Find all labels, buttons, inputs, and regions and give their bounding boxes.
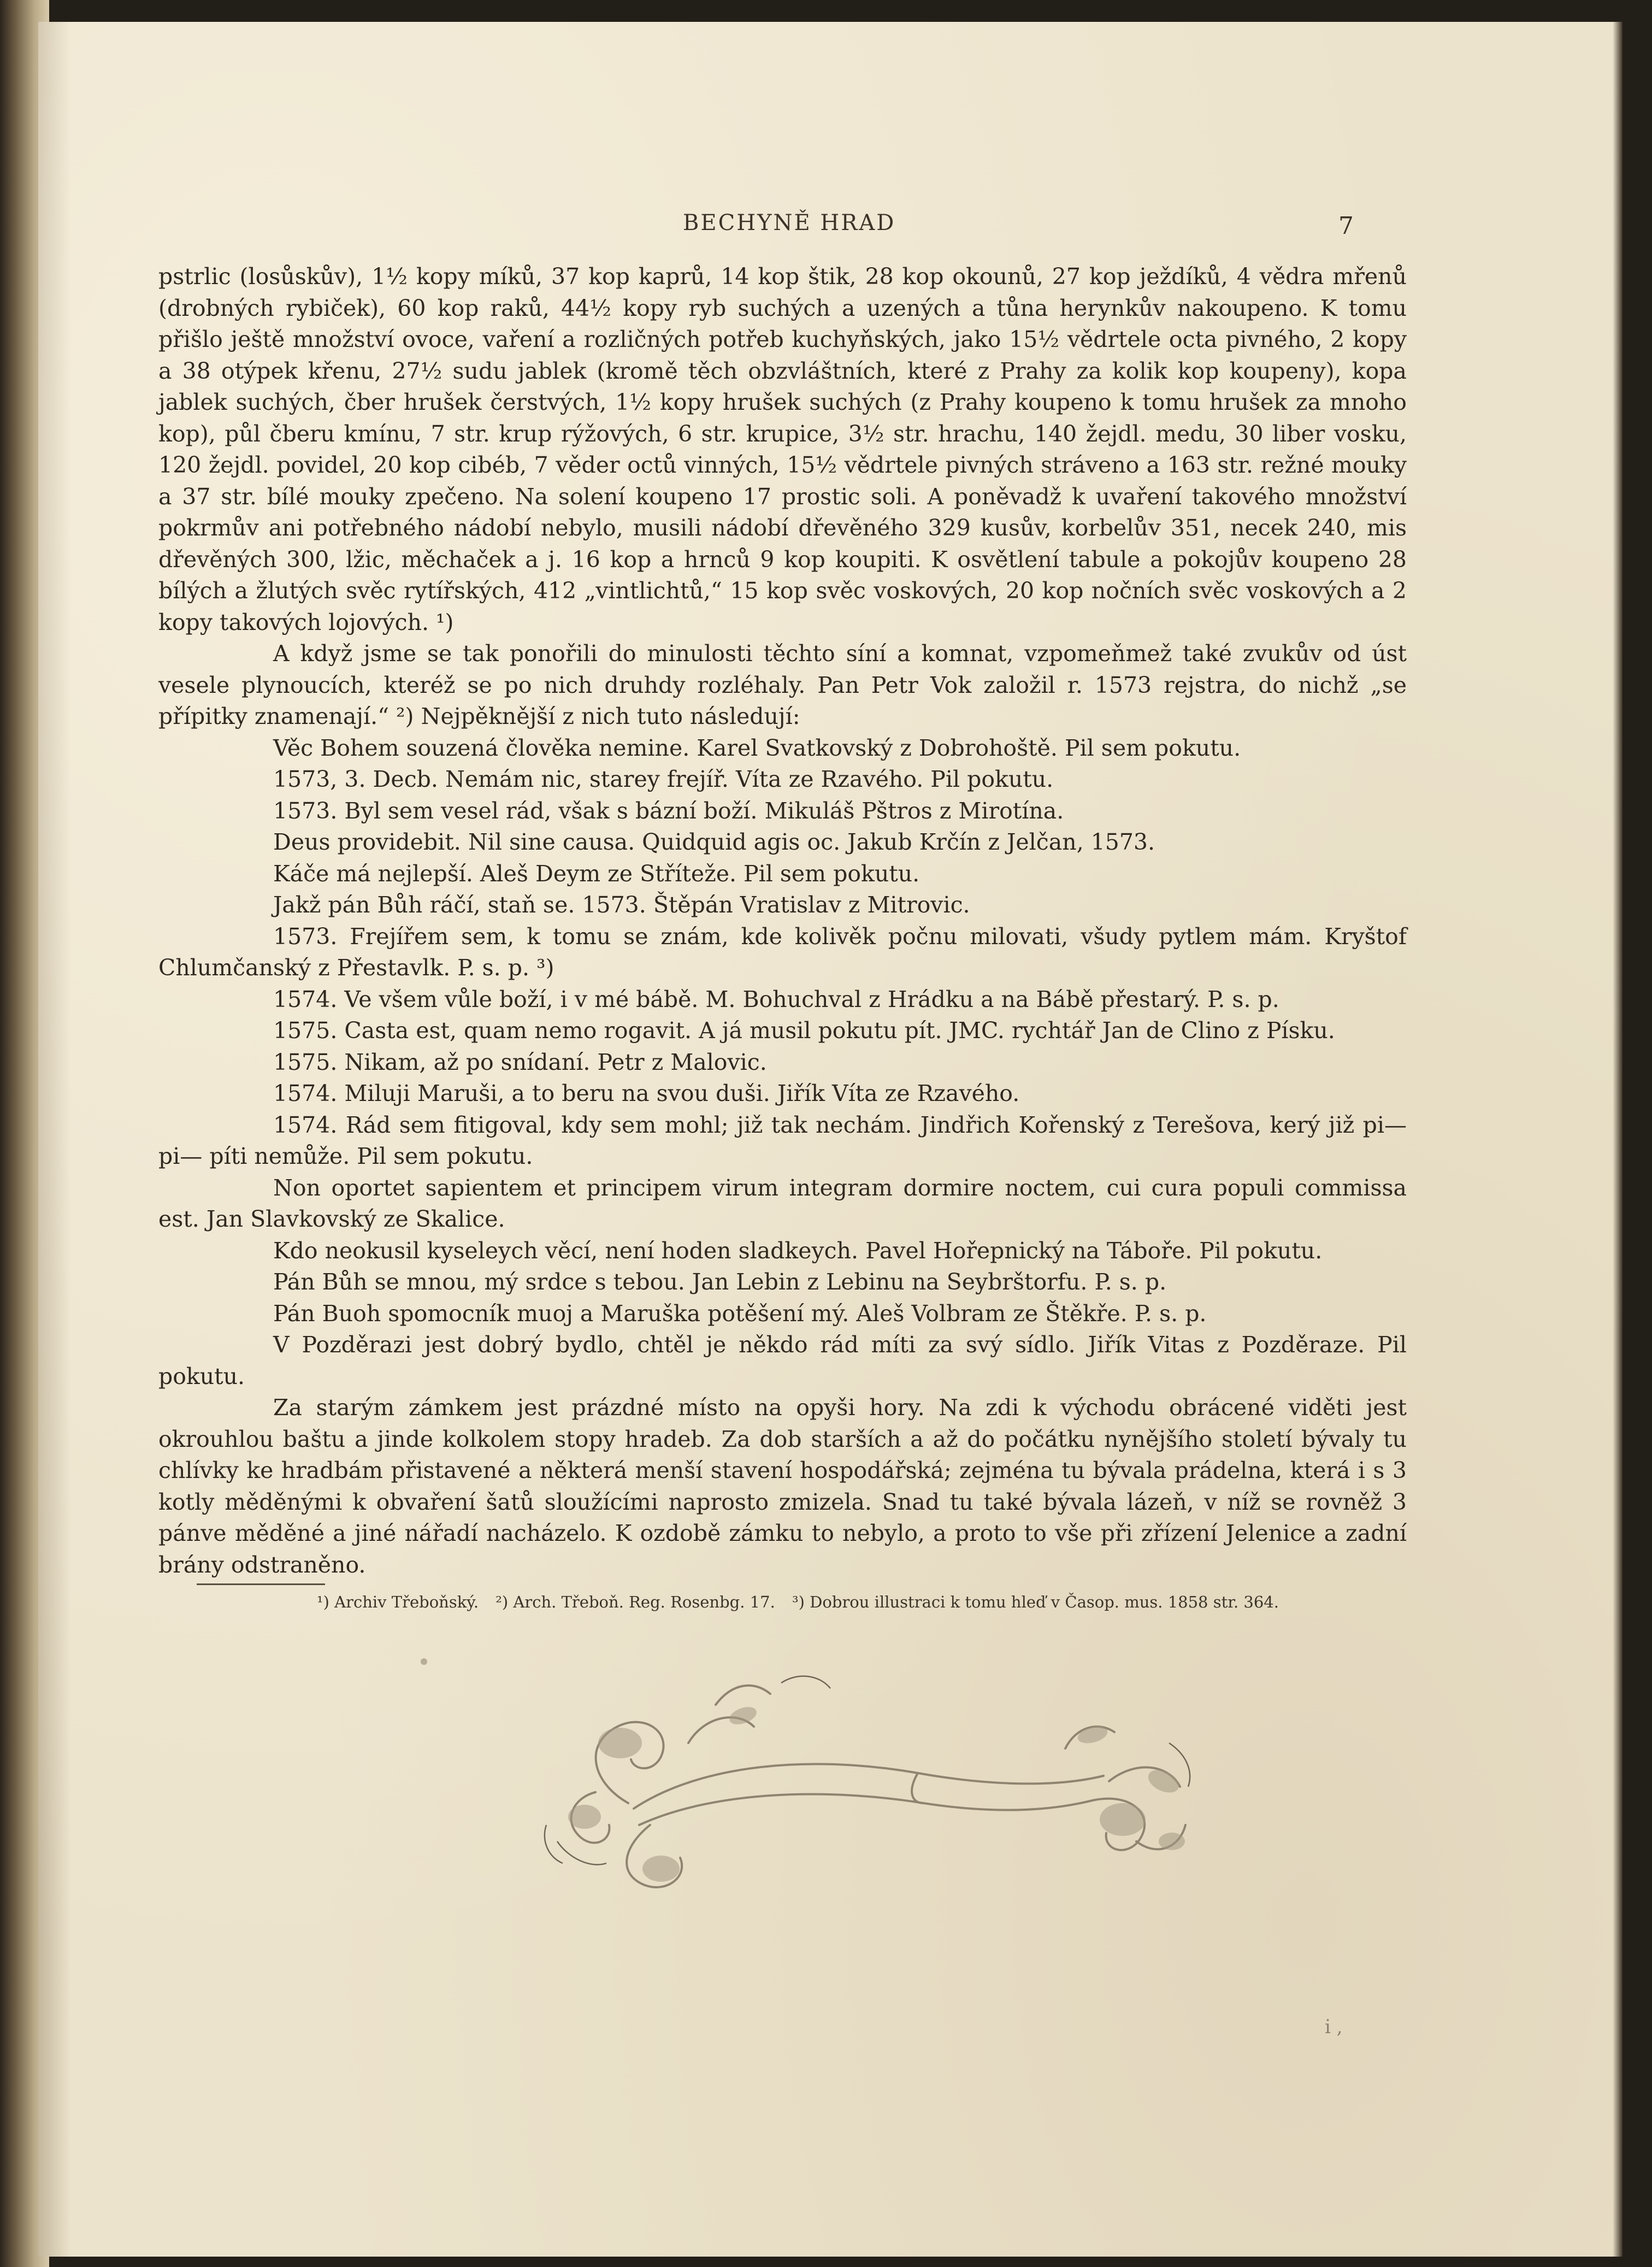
toast-entry: 1573. Byl sem vesel rád, však s bázní boží. Mikuláš Pštros z Mirotína. — [273, 797, 1064, 824]
paragraph-toasts-intro: A když jsme se tak ponořili do minulosti těchto síní a komnat, vzpomeňmež také zvukův od úst vesele plynoucích, kteréž se po nich druhdy rozléhaly. Pan Petr Vok založil r. 1573 rejstra, do nichž „se přípitky znamenají.“ ²) Nejpěknější z nich tuto následují: — [158, 640, 1407, 729]
footnotes — [317, 1593, 1409, 1611]
toast-entry: 1574. Miluji Maruši, a to beru na svou duši. Jiřík Víta ze Rzavého. — [273, 1080, 1020, 1106]
footnote-divider — [197, 1583, 325, 1585]
toast-entry: 1574. Ve všem vůle boží, i v mé bábě. M. Bohuchval z Hrádku a na Bábě přestarý. P. s. p. — [273, 986, 1279, 1012]
toast-entry: Kdo neokusil kyseleych věcí, není hoden sladkeych. Pavel Hořepnický na Táboře. Pil pokutu. — [273, 1237, 1323, 1264]
paragraph-provisions: pstrlic (losůskův), 1½ kopy míků, 37 kop kaprů, 14 kop štik, 28 kop okounů, 27 kop ježdíků, 4 vědra mřenů (drobných rybiček), 60 kop raků, 44½ kopy ryb suchých a uzených a tůna herynkův nakoupeno. K tomu přišlo ještě množství ovoce, vaření a rozličných potřeb kuchyňských, jako 15½ vědrtele octa pivného, 2 kopy a 38 otýpek křenu, 27½ sudu jablek (kromě těch obzvláštních, které z Prahy za kolik kop koupeny), kopa jablek suchých, čber hrušek čerstvých, 1½ kopy hrušek suchých (z Prahy koupeno k tomu hrušek za mnoho kop), půl čberu kmínu, 7 str. krup rýžových, 6 str. krupice, 3½ str. hrachu, 140 žejdl. medu, 30 liber vosku, 120 žejdl. povidel, 20 kop cibéb, 7 věder octů vinných, 15½ vědrtele pivných stráveno a 163 str. režné mouky a 37 str. bílé mouky zpečeno. Na solení koupeno 17 prostic soli. A poněvadž k uvaření takového množství pokrmův ani potřebného nádobí nebylo, musili nádobí dřevěného 329 kusův, korbelův 351, necek 240, mis dřevěných 300, lžic, měchaček a j. 16 kop a hrnců 9 kop koupiti. K osvětlení tabule a pokojův koupeno 28 bílých a žlutých svěc rytířských, 412 „vintlichtů,“ 15 kop svěc voskových, 20 kop nočních svěc voskových a 2 kopy takových lojových. ¹) — [158, 263, 1407, 635]
toast-entry: Káče má nejlepší. Aleš Deym ze Stříteže. Pil sem pokutu. — [273, 860, 920, 887]
tailpiece-ornament — [524, 1661, 1202, 1907]
toast-entry: Věc Bohem souzená člověka nemine. Karel Svatkovský z Dobrohoště. Pil sem pokutu. — [273, 734, 1241, 761]
paragraph-old-castle: Za starým zámkem jest prázdné místo na opyši hory. Na zdi k východu obrácené viděti jest okrouhlou baštu a jinde kolkolem stopy hradeb. Za dob starších a až do počátku nynějšího století bývaly tu chlívky ke hradbám přistavené a některá menší stavení hospodářská; zejména tu bývala prádelna, která i s 3 kotly měděnými k obvaření šatů sloužícími naprosto zmizela. Snad tu také bývala lázeň, v níž se rovněž 3 pánve měděné a jiné nářadí nacházelo. K ozdobě zámku to nebylo, a proto to vše při zřízení Jelenice a zadní brány odstraněno. — [158, 1394, 1407, 1578]
toast-entry: Deus providebit. Nil sine causa. Quidquid agis oc. Jakub Krčín z Jelčan, 1573. — [273, 829, 1155, 855]
toast-entry: 1575. Nikam, až po snídaní. Petr z Malovic. — [273, 1049, 767, 1075]
stray-marks: і̇ , — [1325, 2016, 1343, 2038]
page-number: 7 — [1338, 212, 1354, 240]
toast-entry: 1573, 3. Decb. Nemám nic, starey frejíř. Víta ze Rzavého. Pil pokutu. — [273, 766, 1054, 792]
toast-entry: 1575. Casta est, quam nemo rogavit. A já musil pokutu pít. JMC. rychtář Jan de Clino z Písku. — [273, 1017, 1335, 1044]
toast-entry: Pán Buoh spomocník muoj a Maruška potěšení mý. Aleš Volbram ze Štěkře. P. s. p. — [273, 1300, 1207, 1327]
stray-ink-dot — [421, 1658, 427, 1665]
toast-entry: Non oportet sapientem et principem virum integram dormire noctem, cui cura populi commissa est. Jan Slavkovský ze Skalice. — [158, 1174, 1407, 1232]
footnote-3: ³) Dobrou illustraci k tomu hleď v Časop. mus. 1858 str. 364. — [792, 1593, 1279, 1611]
toast-entry: Jakž pán Bůh ráčí, staň se. 1573. Štěpán Vratislav z Mitrovic. — [273, 892, 970, 918]
page-edge-shadow — [1613, 22, 1622, 2257]
running-header-title: BECHYNĚ HRAD — [683, 210, 896, 235]
toast-entry: 1574. Rád sem fitigoval, kdy sem mohl; již tak nechám. Jindřich Kořenský z Terešova, kerý již pi— pi— píti nemůže. Pil sem pokutu. — [158, 1111, 1407, 1169]
toast-entry: Pán Bůh se mnou, mý srdce s tebou. Jan Lebin z Lebinu na Seybrštorfu. P. s. p. — [273, 1269, 1167, 1295]
main-text-block — [158, 261, 1407, 1581]
toast-entry: V Pozděrazi jest dobrý bydlo, chtěl je někdo rád míti za svý sídlo. Jiřík Vitas z Pozděraze. Pil pokutu. — [158, 1332, 1407, 1389]
footnote-2: ²) Arch. Třeboň. Reg. Rosenbg. 17. — [495, 1593, 775, 1611]
footnote-1: ¹) Archiv Třeboňský. — [317, 1593, 479, 1611]
toast-entry: 1573. Frejířem sem, k tomu se znám, kde kolivěk počnu milovati, všudy pytlem mám. Kryštof Chlumčanský z Přestavlk. P. s. p. ³) — [158, 923, 1407, 981]
